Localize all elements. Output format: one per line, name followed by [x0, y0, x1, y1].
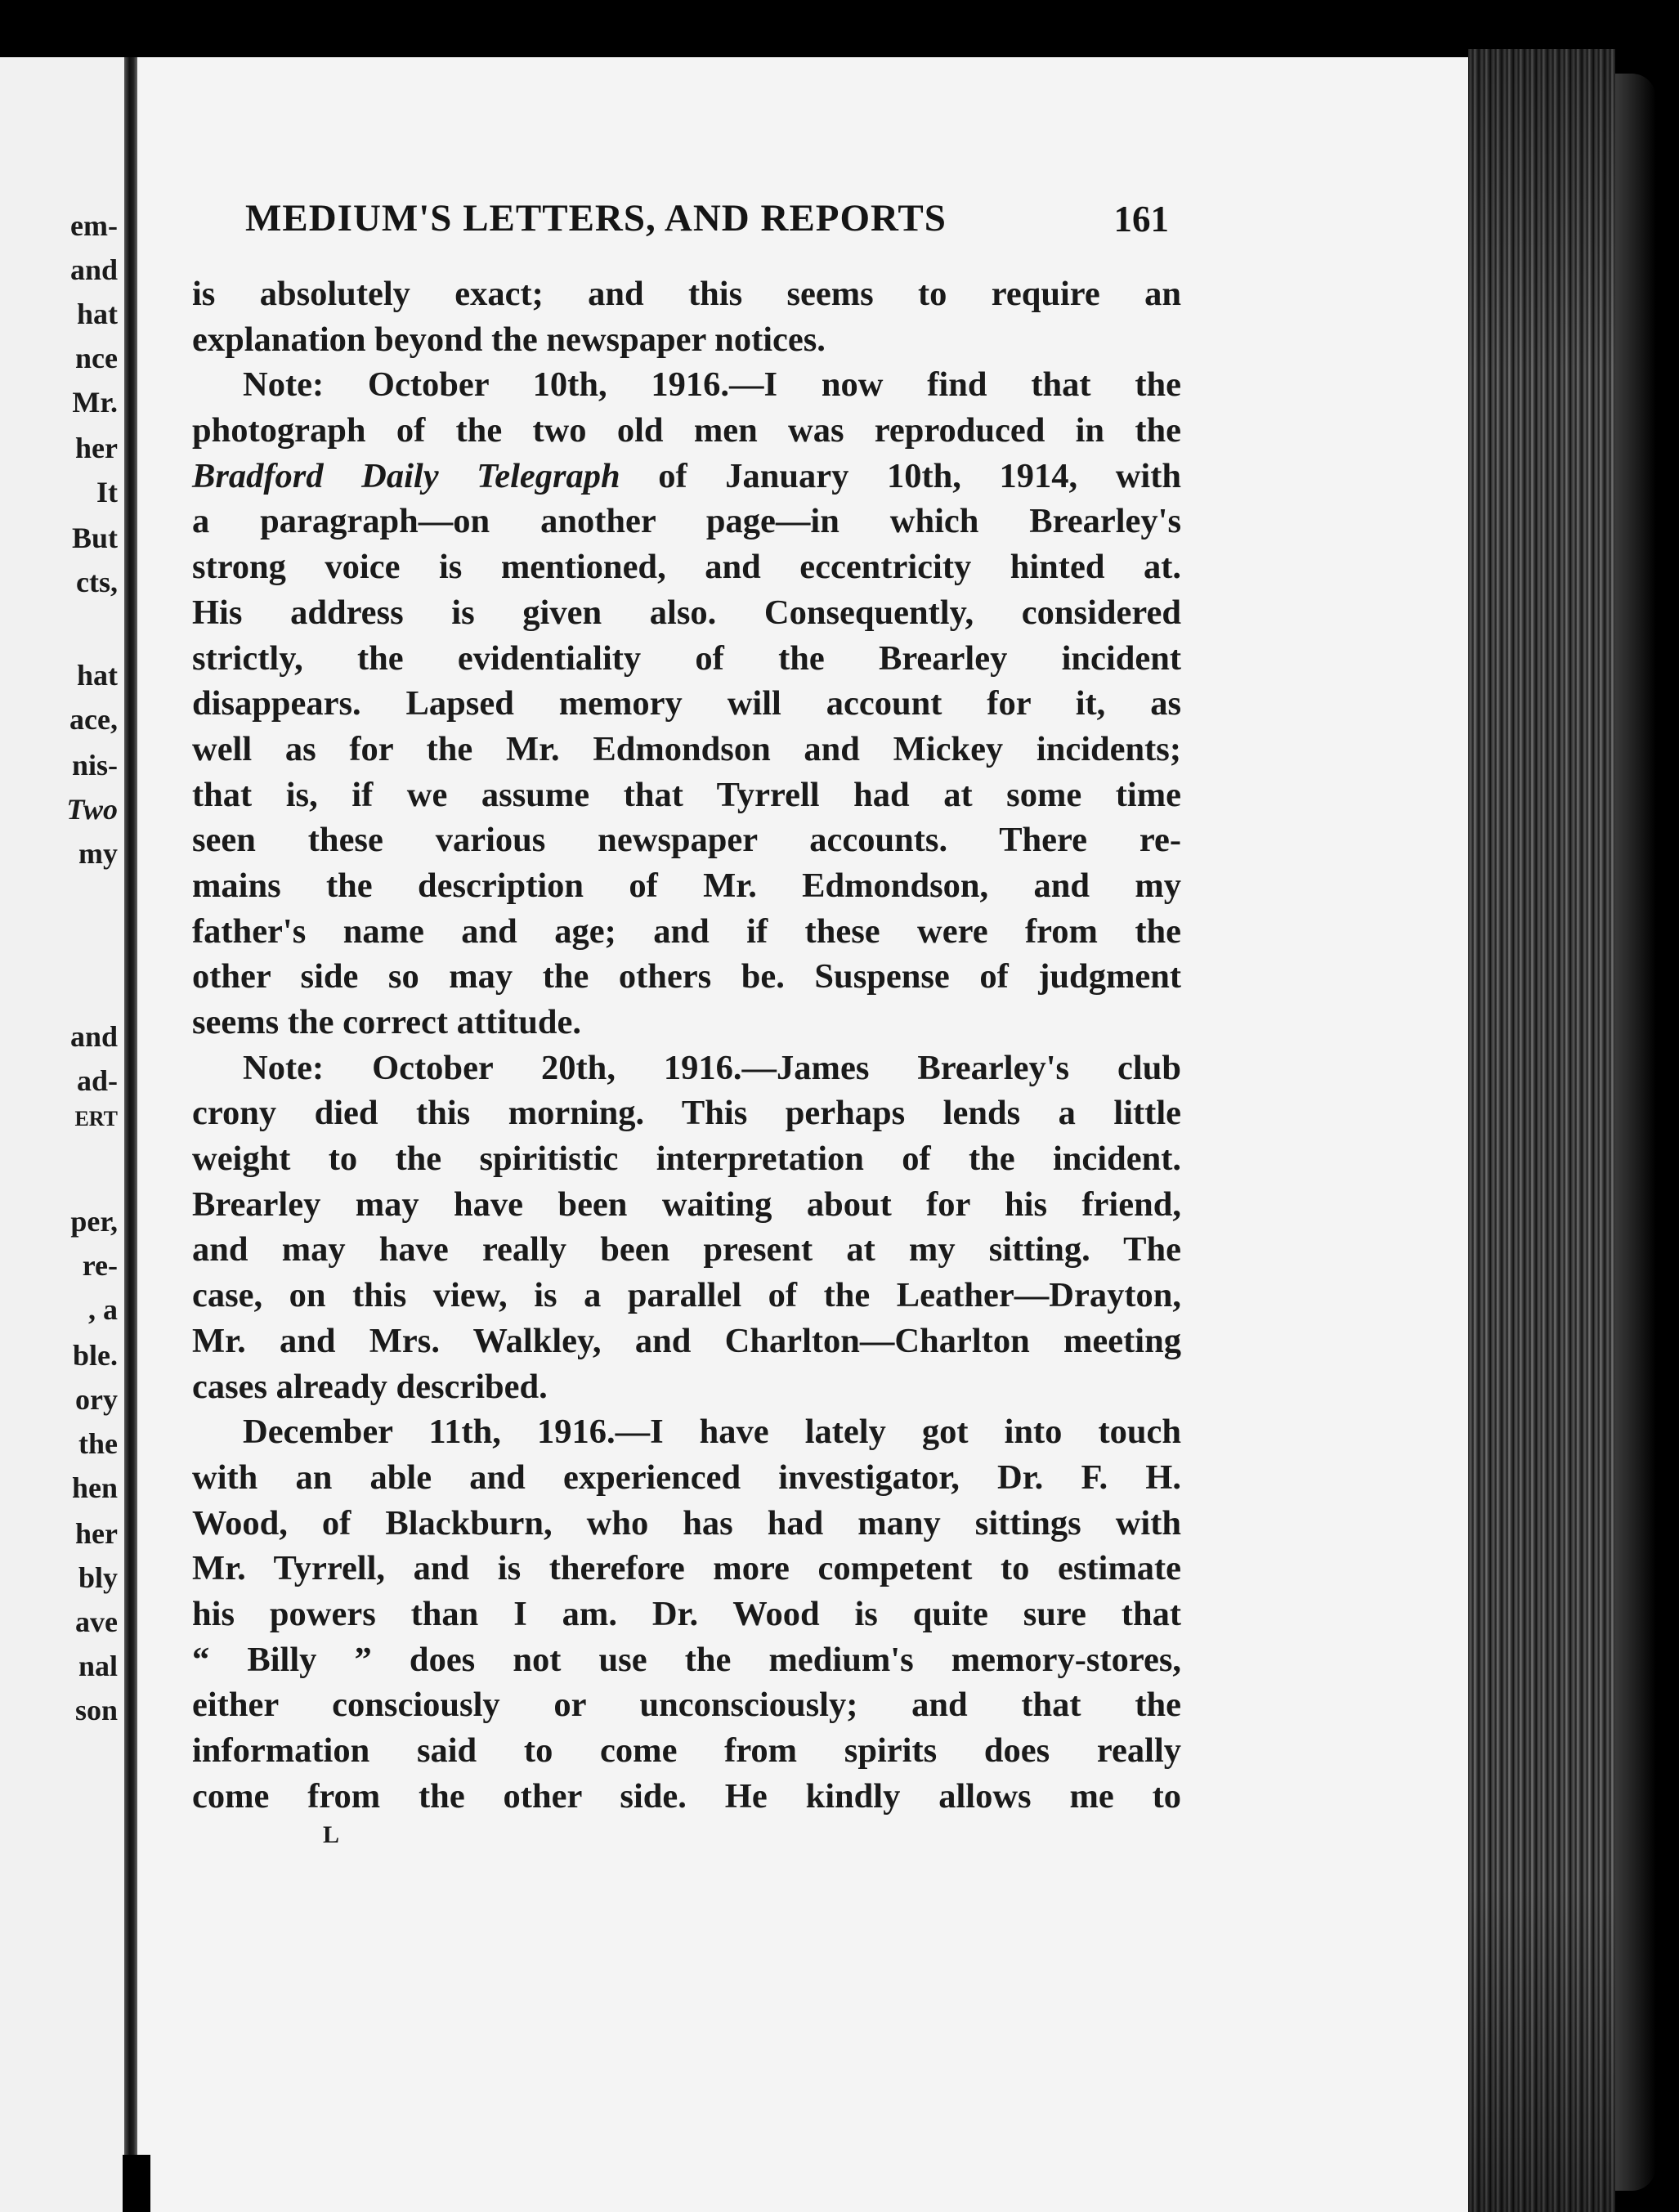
page-number: 161 — [1113, 199, 1169, 240]
text-line: photograph of the two old men was reproduced in the — [192, 411, 1181, 450]
text-line: Mr. and Mrs. Walkley, and Charlton—Charlton meeting — [192, 1321, 1181, 1360]
body-text — [192, 271, 1181, 1819]
book-gutter — [124, 57, 137, 2212]
left-page-fragment: , a — [88, 1293, 118, 1326]
page-edges — [1468, 49, 1615, 2212]
text-line: Note: October 10th, 1916.—I now find that the — [243, 365, 1181, 405]
text-line: strong voice is mentioned, and eccentricity hinted at. — [192, 548, 1181, 587]
text-line: and may have really been present at my sitting. The — [192, 1230, 1181, 1269]
text-line: is absolutely exact; and this seems to require an — [192, 275, 1181, 313]
left-page-fragment: re- — [82, 1249, 118, 1282]
left-page-fragment: hen — [71, 1471, 118, 1504]
left-page-fragment: her — [75, 1517, 118, 1550]
text-line: come from the other side. He kindly allows me to — [192, 1776, 1181, 1816]
left-page-fragment: ace, — [69, 703, 118, 736]
text-line: “ Billy ” does not use the medium's memory-stores, — [192, 1640, 1181, 1679]
text-line: seems the correct attitude. — [192, 1003, 581, 1041]
text-line: strictly, the evidentiality of the Brearley incident — [192, 638, 1181, 678]
text-line: other side so may the others be. Suspense of judgment — [192, 957, 1181, 996]
newspaper-title: Bradford Daily Telegraph — [192, 456, 620, 495]
left-page-fragment: It — [96, 476, 118, 508]
left-page-fragment: and — [69, 1020, 118, 1053]
left-page-fragment: ERT — [74, 1107, 118, 1131]
text-line: his powers than I am. Dr. Wood is quite sure that — [192, 1594, 1181, 1633]
left-page-fragment: son — [74, 1694, 118, 1726]
left-page-fragment: hat — [76, 298, 118, 330]
text-line: with an able and experienced investigator, Dr. F. H. — [192, 1458, 1181, 1497]
text-line: information said to come from spirits does really — [192, 1731, 1181, 1770]
left-page-fragment: cts, — [76, 566, 118, 598]
text-line: seen these various newspaper accounts. There re- — [192, 821, 1181, 860]
left-page-fragment: and — [69, 253, 118, 286]
text-line: Brearley may have been waiting about for his friend, — [192, 1184, 1181, 1224]
text-line: that is, if we assume that Tyrrell had at some time — [192, 775, 1181, 814]
left-page-fragment: nal — [78, 1650, 118, 1682]
text-line: crony died this morning. This perhaps lends a little — [192, 1094, 1181, 1133]
text-line: Note: October 20th, 1916.—James Brearley's club — [243, 1048, 1181, 1087]
left-page-fragment: nce — [75, 342, 118, 374]
text-line: Bradford Daily Telegraph of January 10th, 1914, with — [192, 456, 1181, 495]
left-page-fragment: her — [75, 432, 118, 464]
left-page-fragment: ble. — [72, 1339, 118, 1372]
signature-mark: L — [323, 1821, 340, 1848]
left-page-fragment: the — [78, 1427, 118, 1460]
left-page-fragment: per, — [70, 1205, 118, 1238]
text-line: case, on this view, is a parallel of the Leather—Drayton, — [192, 1276, 1181, 1315]
left-page-fragment: bly — [78, 1561, 118, 1594]
left-facing-page — [0, 57, 124, 2212]
text-line: His address is given also. Consequently, considered — [192, 593, 1181, 632]
left-page-fragment: nis- — [71, 749, 118, 781]
text-line: December 11th, 1916.—I have lately got into touch — [243, 1413, 1181, 1452]
left-page-fragment: hat — [76, 659, 118, 692]
text-line: explanation beyond the newspaper notices. — [192, 320, 826, 359]
text-line: a paragraph—on another page—in which Brearley's — [192, 502, 1181, 541]
left-page-fragment: ory — [75, 1383, 118, 1416]
text-line: well as for the Mr. Edmondson and Mickey incidents; — [192, 729, 1181, 768]
text-line: disappears. Lapsed memory will account for it, as — [192, 684, 1181, 723]
text-line: father's name and age; and if these were from the — [192, 911, 1181, 951]
left-page-fragment: my — [78, 837, 118, 870]
left-page-fragment: But — [71, 522, 118, 554]
binding-crease — [123, 2155, 150, 2212]
left-page-fragment: ave — [75, 1605, 118, 1638]
text-line: cases already described. — [192, 1367, 548, 1406]
text-line: Mr. Tyrrell, and is therefore more competent to estimate — [192, 1549, 1181, 1588]
running-head: MEDIUM'S LETTERS, AND REPORTS — [245, 197, 947, 240]
left-page-fragment: ad- — [76, 1064, 118, 1097]
left-page-fragment: em- — [70, 209, 118, 242]
text-line: either consciously or unconsciously; and that the — [192, 1686, 1181, 1725]
text-line: Wood, of Blackburn, who has had many sittings with — [192, 1503, 1181, 1543]
page-header — [245, 196, 1169, 245]
text-line: weight to the spiritistic interpretation of the incident. — [192, 1140, 1181, 1179]
book-binding — [1615, 74, 1656, 2191]
left-page-fragment: Mr. — [72, 386, 118, 419]
left-page-fragment: Two — [66, 793, 118, 826]
text-line: mains the description of Mr. Edmondson, and my — [192, 866, 1181, 905]
